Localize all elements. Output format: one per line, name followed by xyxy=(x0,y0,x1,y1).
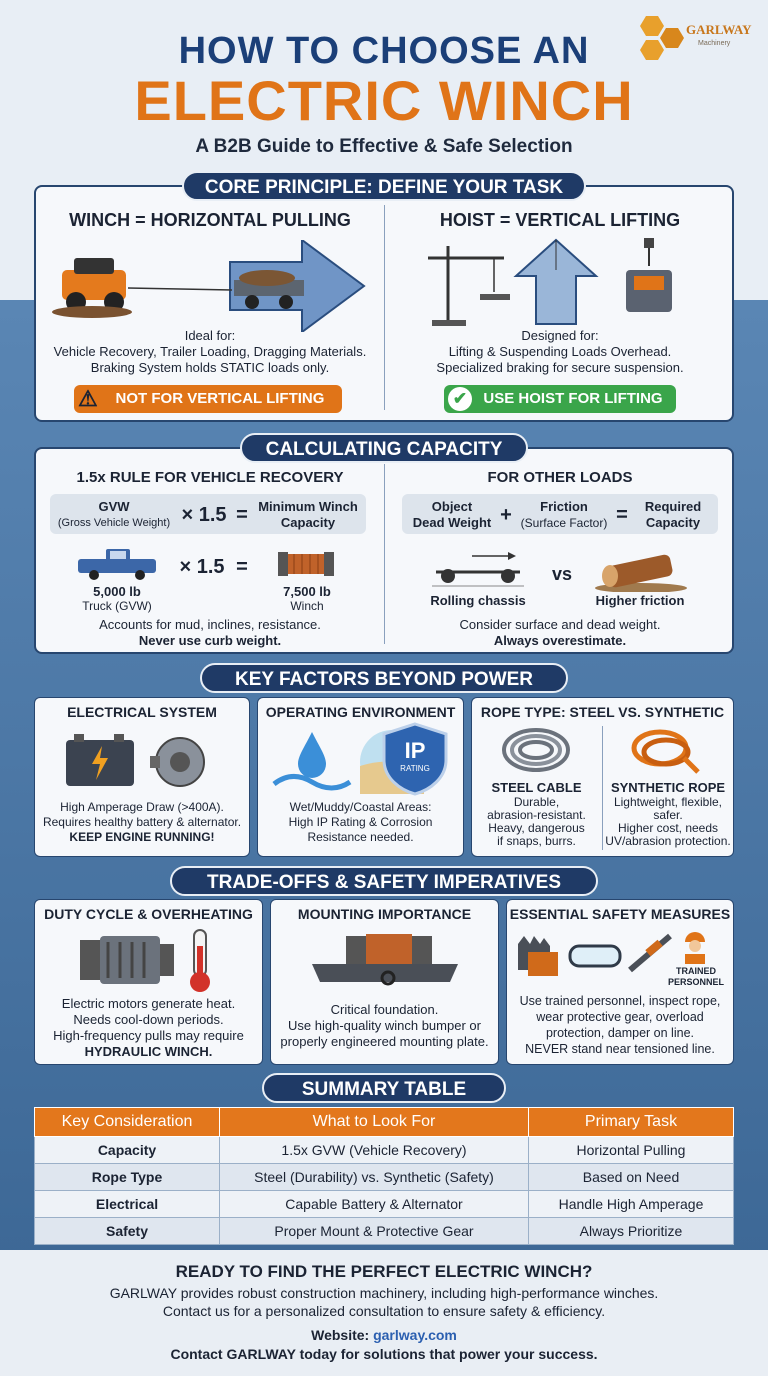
pickup-truck-icon xyxy=(76,545,158,581)
object-line1: Object xyxy=(431,499,473,514)
trained-personnel-icon xyxy=(680,928,710,964)
safety-line-4: NEVER stand near tensioned line. xyxy=(525,1042,715,1056)
truck-weight-value: 5,000 lb xyxy=(93,584,141,599)
gvw-sublabel: (Gross Vehicle Weight) xyxy=(57,517,171,529)
logo-subtext: Machinery xyxy=(698,40,731,47)
hoist-description-1: Designed for: xyxy=(521,328,599,343)
table-cell: Electrical xyxy=(35,1191,220,1218)
battery-alternator-illustration xyxy=(62,728,222,792)
winch-description-2: Vehicle Recovery, Trailer Loading, Dragging Materials. xyxy=(53,344,367,359)
safety-line-2: wear protective gear, overload xyxy=(536,1010,704,1024)
environment-heading: OPERATING ENVIRONMENT xyxy=(265,704,456,720)
ip-text: IP xyxy=(404,738,426,763)
steel-line-4: if snaps, burrs. xyxy=(497,834,576,848)
core-divider xyxy=(384,205,385,410)
use-hoist-badge xyxy=(444,385,676,413)
website-link[interactable]: garlway.com xyxy=(373,1327,457,1343)
rope-divider xyxy=(602,726,603,850)
times-factor-example: × 1.5 xyxy=(179,556,225,578)
steel-cable-heading: STEEL CABLE xyxy=(491,780,582,795)
summary-banner: SUMMARY TABLE xyxy=(262,1073,506,1103)
table-row xyxy=(35,1164,734,1191)
gvw-label: GVW xyxy=(98,499,130,514)
synthetic-line-3: Higher cost, needs xyxy=(617,821,719,835)
summary-table xyxy=(34,1107,734,1245)
electrical-line-3: KEEP ENGINE RUNNING! xyxy=(69,830,215,844)
key-factors-banner: KEY FACTORS BEYOND POWER xyxy=(200,663,568,693)
gloves-goggles-damper-icon xyxy=(514,930,680,978)
subtitle: A B2B Guide to Effective & Safe Selection xyxy=(195,136,573,157)
warning-text: NOT FOR VERTICAL LIFTING xyxy=(115,390,325,407)
equals-sign: = xyxy=(236,504,248,526)
title-line-2: ELECTRIC WINCH xyxy=(134,69,634,132)
not-for-vertical-lifting-badge xyxy=(74,385,342,413)
winch-drum-icon xyxy=(274,544,338,582)
table-cell: Based on Need xyxy=(529,1164,734,1191)
synthetic-rope-heading: SYNTHETIC ROPE xyxy=(610,780,726,795)
summary-header-cell: Primary Task xyxy=(529,1108,734,1137)
required-line2: Capacity xyxy=(645,515,701,530)
hoist-heading: HOIST = VERTICAL LIFTING xyxy=(439,210,681,230)
other-loads-heading: FOR OTHER LOADS xyxy=(487,469,633,486)
synthetic-rope-icon xyxy=(628,724,700,776)
website-row xyxy=(0,1327,768,1343)
safety-heading: ESSENTIAL SAFETY MEASURES xyxy=(509,906,731,922)
table-cell: Rope Type xyxy=(35,1164,220,1191)
environment-line-3: Resistance needed. xyxy=(307,830,414,844)
winch-capacity-label: Winch xyxy=(290,599,324,613)
table-cell: Capacity xyxy=(35,1137,220,1164)
capacity-note-2: Never use curb weight. xyxy=(138,633,282,648)
footer-line-1: GARLWAY provides robust construction machinery, including high-performance winches. xyxy=(109,1285,659,1301)
steel-line-1: Durable, xyxy=(513,795,560,809)
summary-header-cell: Key Consideration xyxy=(35,1108,220,1137)
summary-header-row xyxy=(35,1108,734,1137)
hoist-description-3: Specialized braking for secure suspension. xyxy=(436,360,684,375)
synthetic-line-1: Lightweight, flexible, xyxy=(613,795,723,809)
equals-sign-example: = xyxy=(236,556,248,578)
duty-line-2: Needs cool-down periods. xyxy=(73,1012,224,1027)
logo-text: GARLWAY xyxy=(686,22,752,37)
table-cell: Safety xyxy=(35,1218,220,1245)
winch-description-3: Braking System holds STATIC loads only. xyxy=(90,360,330,375)
table-cell: Capable Battery & Alternator xyxy=(220,1191,529,1218)
winch-capacity-value: 7,500 lb xyxy=(283,584,331,599)
equals-sign-other: = xyxy=(616,504,628,526)
duty-cycle-heading: DUTY CYCLE & OVERHEATING xyxy=(44,906,253,922)
table-row xyxy=(35,1191,734,1218)
table-cell: Always Prioritize xyxy=(529,1218,734,1245)
title-line-1: HOW TO CHOOSE AN xyxy=(178,30,590,72)
steel-cable-icon xyxy=(500,724,572,776)
steel-line-2: abrasion-resistant. xyxy=(487,808,586,822)
rating-text: RATING xyxy=(400,764,430,773)
rope-heading: ROPE TYPE: STEEL VS. SYNTHETIC xyxy=(480,704,725,720)
truck-weight-label: Truck (GVW) xyxy=(82,599,152,613)
vehicle-rule-heading: 1.5x RULE FOR VEHICLE RECOVERY xyxy=(76,469,344,486)
tradeoffs-banner: TRADE-OFFS & SAFETY IMPERATIVES xyxy=(170,866,598,896)
footer-line-2: Contact us for a personalized consultation to ensure safety & efficiency. xyxy=(162,1303,606,1319)
trained-label-2: PERSONNEL xyxy=(667,977,724,987)
mounting-heading: MOUNTING IMPORTANCE xyxy=(297,906,472,922)
website-label: Website: xyxy=(311,1327,370,1343)
footer-line-3: Contact GARLWAY today for solutions that power your success. xyxy=(170,1346,598,1362)
winch-pulling-illustration xyxy=(52,240,372,332)
times-factor: × 1.5 xyxy=(181,504,227,526)
table-cell: 1.5x GVW (Vehicle Recovery) xyxy=(220,1137,529,1164)
environment-line-2: High IP Rating & Corrosion xyxy=(288,815,433,829)
other-loads-note-1: Consider surface and dead weight. xyxy=(459,617,661,632)
table-row xyxy=(35,1218,734,1245)
core-principle-banner: CORE PRINCIPLE: DEFINE YOUR TASK xyxy=(182,171,586,201)
synthetic-line-4: UV/abrasion protection. xyxy=(605,834,731,848)
rolling-chassis-icon xyxy=(432,550,524,590)
electrical-heading: ELECTRICAL SYSTEM xyxy=(67,704,217,720)
log-icon xyxy=(594,548,688,592)
synthetic-line-2: safer. xyxy=(653,808,683,822)
safety-line-1: Use trained personnel, inspect rope, xyxy=(519,994,721,1008)
footer-heading: READY TO FIND THE PERFECT ELECTRIC WINCH? xyxy=(175,1262,593,1281)
other-loads-note-2: Always overestimate. xyxy=(493,633,627,648)
table-cell: Proper Mount & Protective Gear xyxy=(220,1218,529,1245)
min-capacity-line1: Minimum Winch xyxy=(258,499,358,514)
mounting-line-2: Use high-quality winch bumper or xyxy=(288,1018,481,1033)
higher-friction-label: Higher friction xyxy=(595,593,685,608)
hoist-lifting-illustration xyxy=(424,236,694,328)
hoist-description-2: Lifting & Suspending Loads Overhead. xyxy=(448,344,672,359)
table-cell: Handle High Amperage xyxy=(529,1191,734,1218)
checkmark-icon: ✔ xyxy=(448,387,472,411)
safety-line-3: protection, damper on line. xyxy=(545,1026,694,1040)
required-line1: Required xyxy=(644,499,702,514)
friction-line2: (Surface Factor) xyxy=(520,516,608,530)
capacity-note-1: Accounts for mud, inclines, resistance. xyxy=(99,617,321,632)
trained-label-1: TRAINED xyxy=(676,966,716,976)
table-row xyxy=(35,1137,734,1164)
mounting-line-1: Critical foundation. xyxy=(330,1002,439,1017)
environment-line-1: Wet/Muddy/Coastal Areas: xyxy=(289,800,432,814)
winch-bumper-illustration xyxy=(310,930,460,994)
warning-icon: ⚠ xyxy=(78,386,98,411)
min-capacity-line2: Capacity xyxy=(280,515,336,530)
garlway-logo-icon xyxy=(632,12,758,68)
summary-header-cell: What to Look For xyxy=(220,1108,529,1137)
object-line2: Dead Weight xyxy=(412,515,492,530)
winch-heading: WINCH = HORIZONTAL PULLING xyxy=(69,210,351,230)
duty-line-3: High-frequency pulls may require xyxy=(53,1028,244,1043)
rolling-chassis-label: Rolling chassis xyxy=(430,593,526,608)
motor-thermometer-illustration xyxy=(78,926,224,994)
hoist-badge-text: USE HOIST FOR LIFTING xyxy=(483,390,663,407)
steel-line-3: Heavy, dangerous xyxy=(488,821,585,835)
capacity-divider xyxy=(384,464,385,644)
plus-sign: + xyxy=(500,504,512,526)
duty-line-4: HYDRAULIC WINCH. xyxy=(84,1044,213,1059)
mounting-line-3: properly engineered mounting plate. xyxy=(280,1034,489,1049)
friction-line1: Friction xyxy=(540,499,588,514)
winch-description-1: Ideal for: xyxy=(184,328,236,343)
electrical-line-1: High Amperage Draw (>400A). xyxy=(60,800,224,814)
table-cell: Steel (Durability) vs. Synthetic (Safety) xyxy=(220,1164,529,1191)
electrical-line-2: Requires healthy battery & alternator. xyxy=(42,815,242,829)
capacity-banner: CALCULATING CAPACITY xyxy=(240,433,528,463)
duty-line-1: Electric motors generate heat. xyxy=(61,996,236,1011)
table-cell: Horizontal Pulling xyxy=(529,1137,734,1164)
versus-label: vs xyxy=(551,564,573,584)
